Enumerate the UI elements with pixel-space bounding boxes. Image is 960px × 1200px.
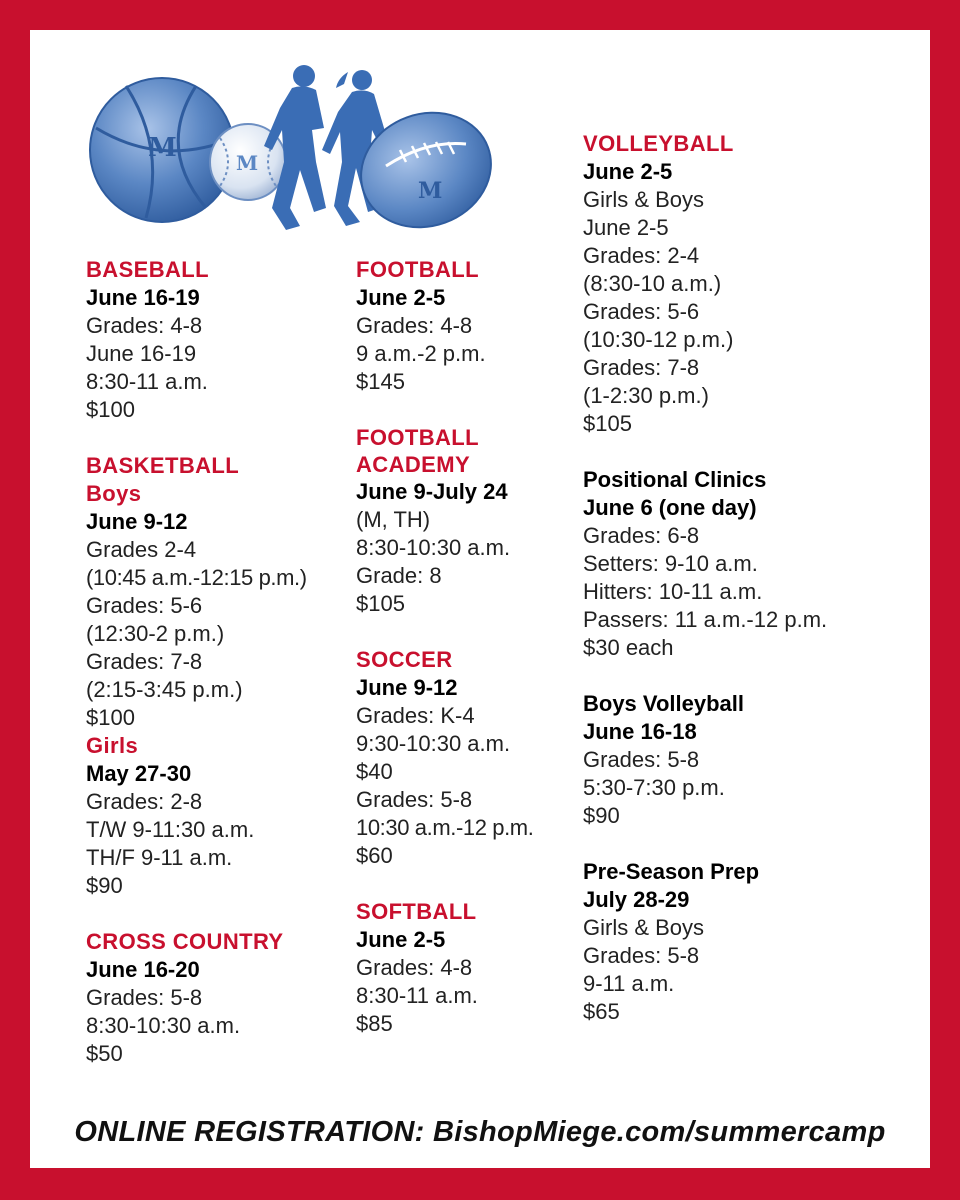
registration-footer: ONLINE REGISTRATION: BishopMiege.com/summercamp [74, 1116, 886, 1148]
detail-line: $85 [356, 1011, 393, 1036]
section-dates: June 16-20 [86, 957, 200, 982]
section-dates: June 16-18 [583, 719, 697, 744]
section-title: FOOTBALL [356, 257, 479, 282]
detail-line: Grades: 5-8 [583, 747, 700, 772]
detail-line: 8:30-10:30 a.m. [356, 535, 511, 560]
subgroup-label: Girls [86, 733, 139, 758]
detail-line: Grades: 5-6 [86, 593, 203, 618]
detail-line: $100 [86, 397, 135, 422]
volleyball-section [583, 130, 913, 438]
svg-text:M: M [148, 133, 177, 163]
detail-line: Girls & Boys [583, 187, 705, 212]
detail-line: $30 each [583, 635, 674, 660]
detail-line: Grades: 5-8 [86, 985, 203, 1010]
detail-line: $145 [356, 369, 405, 394]
positional-clinics-section [583, 466, 913, 662]
detail-line: 10:30 a.m.-12 p.m. [356, 815, 534, 840]
detail-line: Grades: 5-6 [583, 299, 700, 324]
detail-line: Grades: 5-8 [356, 787, 473, 812]
detail-line: 9 a.m.-2 p.m. [356, 341, 486, 366]
detail-line: Grades: 2-4 [583, 243, 700, 268]
section-dates: May 27-30 [86, 761, 192, 786]
detail-line: Grades: 7-8 [86, 649, 203, 674]
detail-line: 9:30-10:30 a.m. [356, 731, 511, 756]
section-dates: July 28-29 [583, 887, 690, 912]
detail-line: 5:30-7:30 p.m. [583, 775, 725, 800]
section-dates: June 9-12 [86, 509, 188, 534]
section-title: SOFTBALL [356, 899, 477, 924]
detail-line: $105 [356, 591, 405, 616]
soccer-section [356, 646, 576, 870]
section-dates: June 16-19 [86, 285, 200, 310]
right-column [583, 130, 913, 1054]
section-title: Positional Clinics [583, 467, 767, 492]
detail-line: (12:30-2 p.m.) [86, 621, 225, 646]
detail-line: (10:30-12 p.m.) [583, 327, 734, 352]
detail-line: 8:30-11 a.m. [356, 983, 478, 1008]
detail-line: Grades 2-4 [86, 537, 197, 562]
left-column [86, 256, 348, 1096]
detail-line: (2:15-3:45 p.m.) [86, 677, 243, 702]
section-dates: June 2-5 [583, 159, 673, 184]
svg-text:M: M [418, 178, 443, 204]
detail-line: Grades: 4-8 [356, 955, 473, 980]
section-dates: June 9-12 [356, 675, 458, 700]
section-title: CROSS COUNTRY [86, 929, 284, 954]
section-title: BASEBALL [86, 257, 209, 282]
detail-line: Grades: 5-8 [583, 943, 700, 968]
sports-illustration [86, 58, 496, 236]
section-title: BASKETBALL [86, 453, 240, 478]
detail-line: $90 [86, 873, 123, 898]
detail-line: $50 [86, 1041, 123, 1066]
boys-volleyball-section [583, 690, 913, 830]
detail-line: Grade: 8 [356, 563, 442, 588]
basketball-section [86, 452, 348, 900]
detail-line: $100 [86, 705, 135, 730]
softball-section [356, 898, 576, 1038]
detail-line: Hitters: 10-11 a.m. [583, 579, 763, 604]
detail-line: 9-11 a.m. [583, 971, 675, 996]
detail-line: $90 [583, 803, 620, 828]
cross-country-section [86, 928, 348, 1068]
detail-line: Girls & Boys [583, 915, 705, 940]
section-title: FOOTBALL [356, 425, 479, 450]
section-dates: June 6 (one day) [583, 495, 757, 520]
detail-line: 8:30-10:30 a.m. [86, 1013, 241, 1038]
svg-text:M: M [236, 151, 259, 175]
detail-line: Grades: 2-8 [86, 789, 203, 814]
detail-line: June 16-19 [86, 341, 197, 366]
pre-season-prep-section [583, 858, 913, 1026]
detail-line: (M, TH) [356, 507, 431, 532]
section-dates: June 9-July 24 [356, 479, 508, 504]
detail-line: 8:30-11 a.m. [86, 369, 208, 394]
detail-line: $105 [583, 411, 632, 436]
section-title: ACADEMY [356, 452, 471, 477]
detail-line: Passers: 11 a.m.-12 p.m. [583, 607, 828, 632]
detail-line: $40 [356, 759, 393, 784]
section-title: Pre-Season Prep [583, 859, 760, 884]
detail-line: TH/F 9-11 a.m. [86, 845, 233, 870]
section-dates: June 2-5 [356, 927, 446, 952]
football-academy-section [356, 424, 576, 618]
subgroup-label: Boys [86, 481, 142, 506]
detail-line: (1-2:30 p.m.) [583, 383, 709, 408]
detail-line: Grades: 6-8 [583, 523, 700, 548]
detail-line: June 2-5 [583, 215, 669, 240]
detail-line: Grades: 4-8 [356, 313, 473, 338]
football-section [356, 256, 576, 396]
detail-line: $65 [583, 999, 620, 1024]
middle-column [356, 256, 576, 1066]
baseball-section [86, 256, 348, 424]
detail-line: Grades: 4-8 [86, 313, 203, 338]
detail-line: (8:30-10 a.m.) [583, 271, 722, 296]
detail-line: Grades: K-4 [356, 703, 475, 728]
section-title: SOCCER [356, 647, 453, 672]
detail-line: T/W 9-11:30 a.m. [86, 817, 255, 842]
section-title: Boys Volleyball [583, 691, 744, 716]
section-dates: June 2-5 [356, 285, 446, 310]
detail-line: (10:45 a.m.-12:15 p.m.) [86, 565, 307, 590]
detail-line: $60 [356, 843, 393, 868]
section-title: VOLLEYBALL [583, 131, 734, 156]
detail-line: Setters: 9-10 a.m. [583, 551, 758, 576]
detail-line: Grades: 7-8 [583, 355, 700, 380]
